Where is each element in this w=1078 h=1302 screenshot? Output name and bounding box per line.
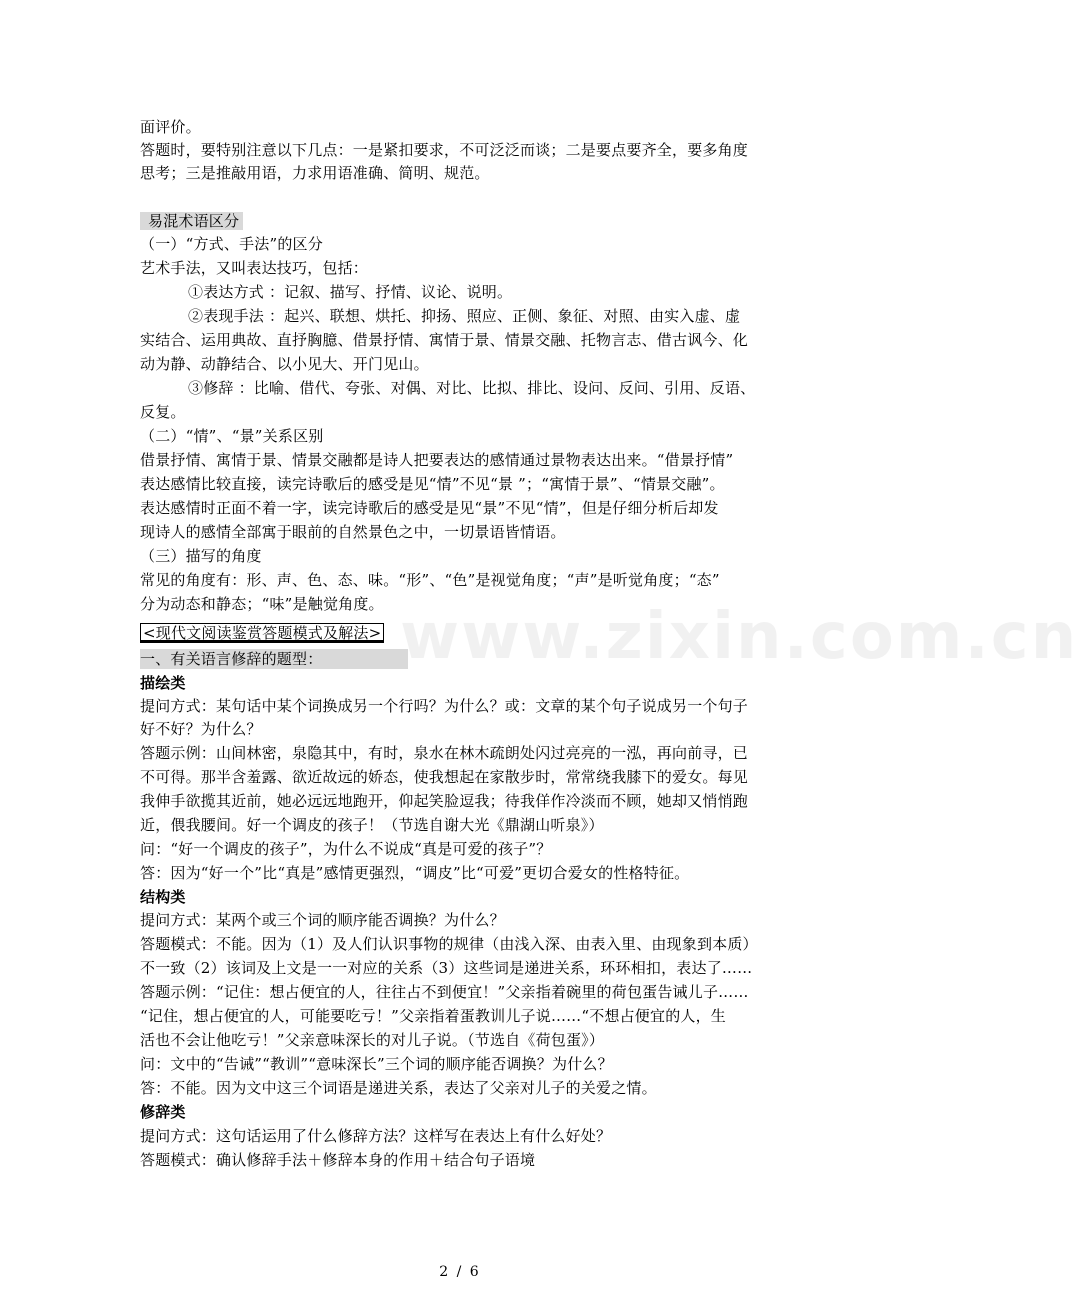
text-line: 表达感情比较直接，读完诗歌后的感受是见“情”不见“景 ”；“寓情于景”、“情景交融”。	[140, 475, 725, 493]
text-line: 我伸手欲揽其近前，她必远远地跑开，仰起笑脸逗我；待我佯作冷淡而不顾，她却又悄悄跑	[140, 792, 749, 810]
text-line: 答：不能。因为文中这三个词语是递进关系，表达了父亲对儿子的关爱之情。	[140, 1079, 657, 1097]
text-line: 好不好？为什么？	[140, 720, 262, 738]
text-line: 提问方式：某两个或三个词的顺序能否调换？为什么？	[140, 911, 505, 929]
text-line: 答题模式：不能。因为（1）及人们认识事物的规律（由浅入深、由表入里、由现象到本质）	[140, 935, 758, 953]
text-line	[140, 211, 790, 231]
text-line: ③修辞 ：比喻、借代、夸张、对偶、对比、比拟、排比、设问、反问、引用、反语、	[188, 379, 756, 397]
text-line: 不可得。那半含羞露、欲近故远的娇态，使我想起在家散步时，常常绕我膝下的爱女。每见	[140, 768, 749, 786]
text-line: ①表达方式 ：记叙、描写、抒情、议论、说明。	[188, 283, 513, 301]
text-line: （二）“情”、“景”关系区别	[140, 427, 324, 445]
text-line: 提问方式：这句话运用了什么修辞方法？这样写在表达上有什么好处？	[140, 1127, 612, 1145]
text-line: 表达感情时正面不着一字，读完诗歌后的感受是见“景”不见“情”，但是仔细分析后却发	[140, 499, 719, 517]
text-line: 答题时，要特别注意以下几点：一是紧扣要求，不可泛泛而谈；二是要点要齐全，要多角度	[140, 141, 749, 159]
text-line: 动为静、动静结合、以小见大、开门见山。	[140, 355, 429, 373]
text-line: 答题示例：山间林密，泉隐其中，有时，泉水在林木疏朗处闪过亮亮的一泓，再向前寻，已	[140, 744, 749, 762]
text-line: 一、有关语言修辞的题型：	[140, 650, 323, 668]
text-line: 答：因为“好一个”比“真是”感情更强烈，“调皮”比“可爱”更切合爱女的性格特征。	[140, 864, 690, 882]
text-line: 常见的角度有：形、声、色、态、味。“形”、“色”是视觉角度；“声”是听觉角度；“态”	[140, 571, 720, 589]
text-line: “记住，想占便宜的人，可能要吃亏！”父亲指着蛋教训儿子说……“不想占便宜的人，生	[140, 1007, 727, 1025]
text-line: 问：“好一个调皮的孩子”，为什么不说成“真是可爱的孩子”？	[140, 840, 552, 858]
text-line: 提问方式：某句话中某个词换成另一个行吗？为什么？或：文章的某个句子说成另一个句子	[140, 697, 749, 715]
text-line: 现诗人的感情全部寓于眼前的自然景色之中，一切景语皆情语。	[140, 523, 566, 541]
text-line: （一）“方式、手法”的区分	[140, 235, 323, 253]
section-heading: 描绘类	[140, 674, 186, 692]
text-line: 答题模式：确认修辞手法＋修辞本身的作用＋结合句子语境	[140, 1151, 536, 1169]
text-line: 活也不会让他吃亏！”父亲意味深长的对儿子说。（节选自《荷包蛋》）	[140, 1031, 605, 1049]
section-heading: 结构类	[140, 888, 186, 906]
watermark: www.zixin.com.cn	[400, 600, 1078, 674]
text-line: 反复。	[140, 403, 186, 421]
boxed-section-title: <现代文阅读鉴赏答题模式及解法>	[140, 623, 384, 643]
text-line: ②表现手法 ：起兴、联想、烘托、抑扬、照应、正侧、象征、对照、由实入虚、虚	[188, 307, 741, 325]
text-line: 面评价。	[140, 118, 201, 136]
text-line: 分为动态和静态；“味”是触觉角度。	[140, 595, 384, 613]
text-line: 艺术手法，又叫表达技巧，包括：	[140, 259, 369, 277]
text-line: 借景抒情、寓情于景、情景交融都是诗人把要表达的感情通过景物表达出来。“借景抒情”	[140, 451, 734, 469]
text-line: 问：文中的“告诫”“教训”“意味深长”三个词的顺序能否调换？为什么？	[140, 1055, 613, 1073]
text-line: 不一致（2）该词及上文是一一对应的关系（3）这些词是递进关系，环环相扣，表达了……	[140, 959, 753, 977]
text-line: （三）描写的角度	[140, 547, 262, 565]
text-line: 近，偎我腰间。好一个调皮的孩子！（节选自谢大光《鼎湖山听泉》）	[140, 816, 604, 834]
text-line: 答题示例：“记住：想占便宜的人，往往占不到便宜！”父亲指着碗里的荷包蛋告诫儿子……	[140, 983, 749, 1001]
page-number: 2 / 6	[439, 1264, 481, 1280]
highlighted-heading: 易混术语区分	[140, 212, 243, 230]
section-heading: 修辞类	[140, 1103, 186, 1121]
text-line: 思考；三是推敲用语，力求用语准确、简明、规范。	[140, 164, 490, 182]
text-line: 实结合、运用典故、直抒胸臆、借景抒情、寓情于景、情景交融、托物言志、借古讽今、化	[140, 331, 749, 349]
